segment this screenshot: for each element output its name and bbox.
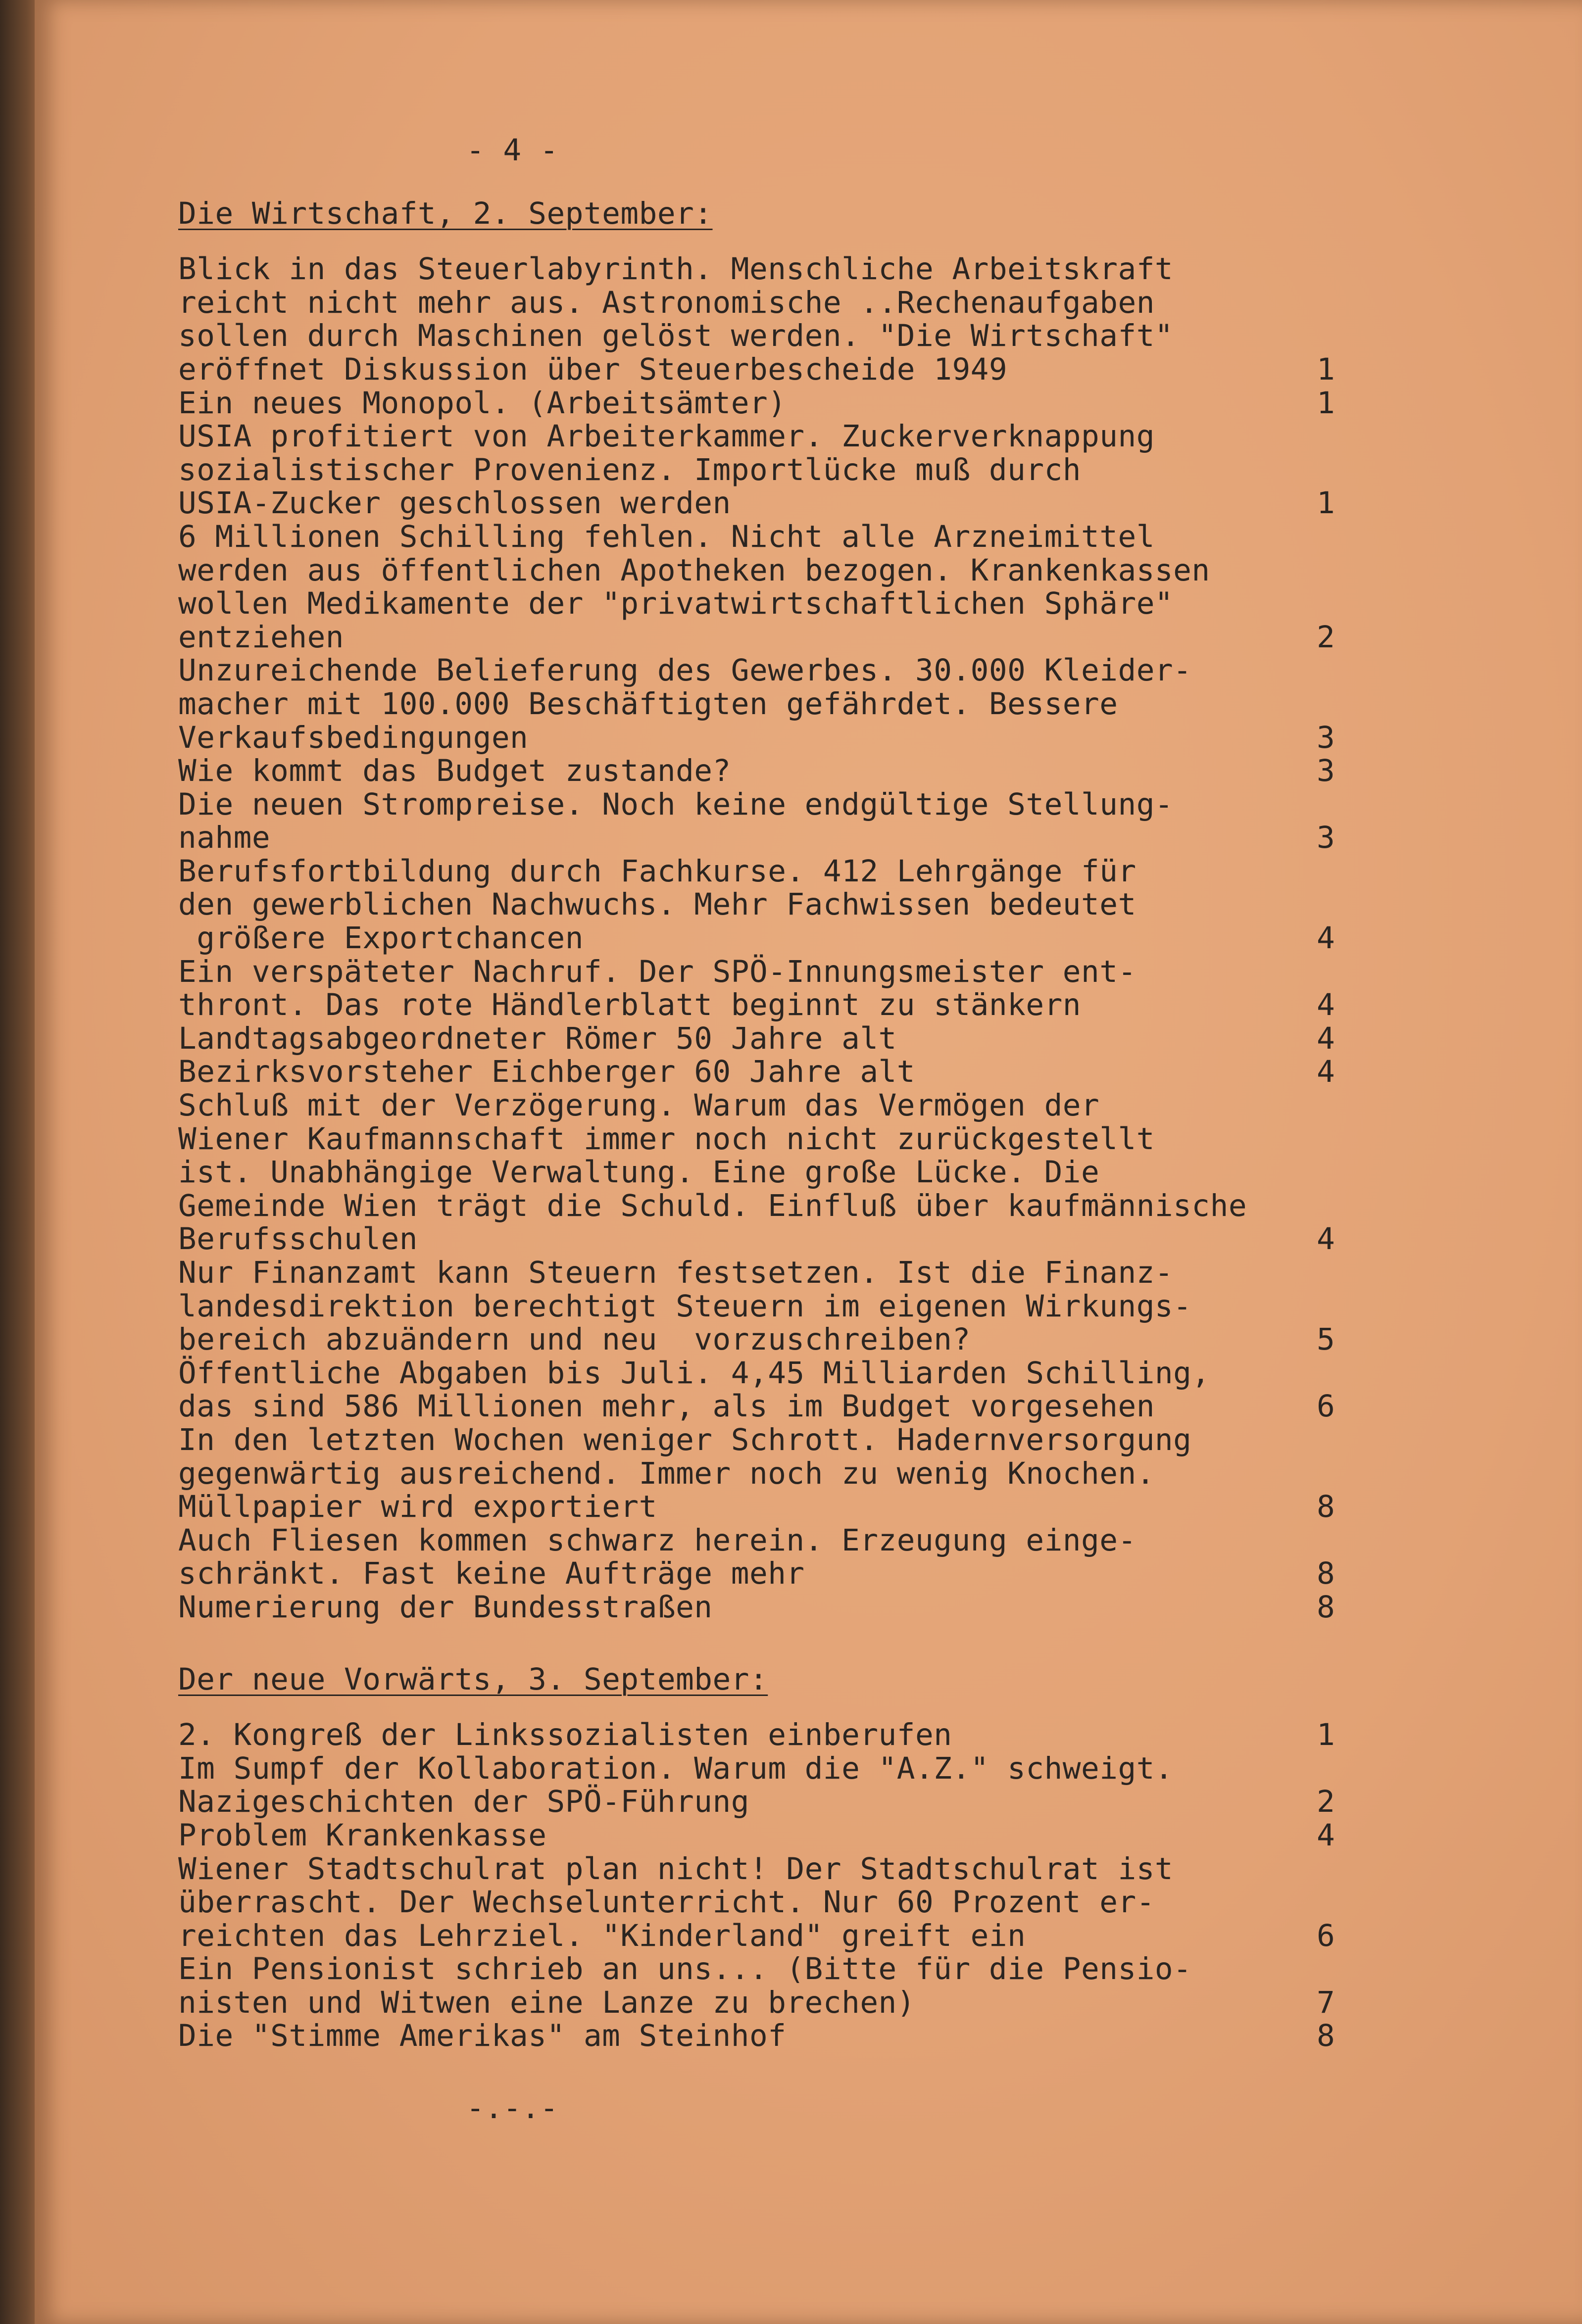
index-entry — [178, 1423, 1406, 1524]
entry-line: ist. Unabhängige Verwaltung. Eine große Lücke. Die — [178, 1155, 1100, 1190]
index-entry — [178, 1718, 1406, 1752]
entry-page-number: 6 — [1317, 1918, 1335, 1953]
entry-page-number: 4 — [1317, 920, 1335, 956]
entry-page-number: 3 — [1317, 720, 1335, 755]
entry-line: Im Sumpf der Kollaboration. Warum die "A.Z." schweigt. — [178, 1750, 1174, 1786]
entry-line: Numerierung der Bundesstraßen — [178, 1589, 713, 1625]
entry-page-number: 1 — [1317, 351, 1335, 387]
index-entry — [178, 420, 1406, 520]
entry-page-number: 1 — [1317, 385, 1335, 421]
entry-page-number: 4 — [1317, 1054, 1335, 1090]
entry-line: Bezirksvorsteher Eichberger 60 Jahre alt — [178, 1054, 916, 1090]
entry-line: Nazigeschichten der SPÖ-Führung — [178, 1784, 749, 1820]
entry-title — [178, 1752, 1317, 1819]
index-entry — [178, 1952, 1406, 2019]
entry-line: wollen Medikamente der "privatwirtschaftlichen Sphäre" — [178, 586, 1174, 622]
index-entry — [178, 387, 1406, 420]
entry-line: Problem Krankenkasse — [178, 1817, 547, 1853]
index-entry — [178, 2019, 1406, 2053]
index-entry — [178, 1524, 1406, 1591]
index-entry — [178, 1752, 1406, 1819]
index-entry — [178, 520, 1406, 654]
entry-title — [178, 1591, 1317, 1624]
entry-page-number: 7 — [1317, 1985, 1335, 2020]
entry-title — [178, 1423, 1317, 1524]
sections-container — [178, 197, 1406, 2053]
index-entry — [178, 1256, 1406, 1356]
entry-line: sozialistischer Provenienz. Importlücke muß durch — [178, 452, 1082, 487]
section-heading: Der neue Vorwärts, 3. September: — [178, 1661, 768, 1697]
entry-page-number: 2 — [1317, 1784, 1335, 1820]
entry-line: nahme — [178, 820, 271, 856]
entry-line: Unzureichende Belieferung des Gewerbes. 30.000 Kleider- — [178, 653, 1192, 688]
entry-line: Wiener Kaufmannschaft immer noch nicht zurückgestellt — [178, 1121, 1155, 1157]
entry-line: Ein Pensionist schrieb an uns... (Bitte für die Pensio- — [178, 1951, 1192, 1987]
entry-title — [178, 788, 1317, 855]
entry-page-number: 4 — [1317, 1020, 1335, 1056]
entry-line: USIA profitiert von Arbeiterkammer. Zuckerverknappung — [178, 419, 1155, 454]
entry-title — [178, 1089, 1317, 1256]
index-entry — [178, 1591, 1406, 1624]
entry-title — [178, 2019, 1317, 2053]
entry-page-number: 1 — [1317, 485, 1335, 521]
entry-title — [178, 654, 1317, 754]
typed-text — [178, 134, 1406, 2125]
section-heading: Die Wirtschaft, 2. September: — [178, 195, 713, 231]
index-entry — [178, 1356, 1406, 1423]
index-entry — [178, 1852, 1406, 1953]
entry-line: eröffnet Diskussion über Steuerbescheide 1949 — [178, 351, 1008, 387]
index-entry — [178, 788, 1406, 855]
entry-title — [178, 1718, 1317, 1752]
entry-line: Gemeinde Wien trägt die Schuld. Einfluß über kaufmännische — [178, 1188, 1247, 1223]
entry-page-number: 6 — [1317, 1389, 1335, 1424]
document-page — [35, 0, 1582, 2324]
entry-line: Schluß mit der Verzögerung. Warum das Vermögen der — [178, 1088, 1100, 1123]
entry-line: reichten das Lehrziel. "Kinderland" greift ein — [178, 1918, 1026, 1953]
index-entry — [178, 252, 1406, 386]
entry-line: Verkaufsbedingungen — [178, 720, 529, 755]
entry-line: das sind 586 Millionen mehr, als im Budget vorgesehen — [178, 1389, 1155, 1424]
entry-line: thront. Das rote Händlerblatt beginnt zu stänkern — [178, 987, 1082, 1023]
entry-line: entziehen — [178, 619, 345, 655]
index-entry — [178, 1819, 1406, 1852]
entry-page-number: 3 — [1317, 820, 1335, 856]
index-entry — [178, 1089, 1406, 1256]
entry-page-number: 8 — [1317, 1489, 1335, 1525]
entry-title — [178, 1356, 1317, 1423]
entry-line: landesdirektion berechtigt Steuern im eigenen Wirkungs- — [178, 1288, 1192, 1324]
entry-line: den gewerblichen Nachwuchs. Mehr Fachwissen bedeutet — [178, 887, 1137, 922]
entry-title — [178, 387, 1317, 420]
entry-line: In den letzten Wochen weniger Schrott. Hadernversorgung — [178, 1422, 1192, 1457]
entry-line: 6 Millionen Schilling fehlen. Nicht alle Arzneimittel — [178, 519, 1155, 554]
entry-line: Auch Fliesen kommen schwarz herein. Erzeugung einge- — [178, 1522, 1137, 1558]
entry-line: Nur Finanzamt kann Steuern festsetzen. Ist die Finanz- — [178, 1255, 1174, 1290]
entry-line: Berufsfortbildung durch Fachkurse. 412 Lehrgänge für — [178, 853, 1137, 889]
entry-page-number: 8 — [1317, 2018, 1335, 2054]
entry-title — [178, 1952, 1317, 2019]
index-entry — [178, 654, 1406, 754]
entry-title — [178, 1852, 1317, 1953]
entry-title — [178, 420, 1317, 520]
entry-line: Blick in das Steuerlabyrinth. Menschliche Arbeitskraft — [178, 251, 1174, 287]
entry-line: werden aus öffentlichen Apotheken bezogen. Krankenkassen — [178, 552, 1210, 588]
entry-line: nisten und Witwen eine Lanze zu brechen) — [178, 1985, 916, 2020]
entry-title — [178, 754, 1317, 788]
entry-page-number: 1 — [1317, 1717, 1335, 1753]
section — [178, 197, 1406, 1624]
entry-line: schränkt. Fast keine Aufträge mehr — [178, 1556, 805, 1592]
entry-line: überrascht. Der Wechselunterricht. Nur 60 Prozent er- — [178, 1885, 1155, 1920]
entry-line: Öffentliche Abgaben bis Juli. 4,45 Milliarden Schilling, — [178, 1355, 1210, 1391]
entry-title — [178, 1524, 1317, 1591]
index-entry — [178, 1055, 1406, 1089]
entry-title — [178, 955, 1317, 1022]
entry-title — [178, 1055, 1317, 1089]
entry-title — [178, 1819, 1317, 1852]
entry-page-number: 2 — [1317, 619, 1335, 655]
entry-line: Müllpapier wird exportiert — [178, 1489, 657, 1525]
entry-line: Berufsschulen — [178, 1221, 418, 1257]
entry-page-number: 4 — [1317, 987, 1335, 1023]
entry-line: Wie kommt das Budget zustande? — [178, 753, 731, 789]
entry-line: sollen durch Maschinen gelöst werden. "Die Wirtschaft" — [178, 318, 1174, 354]
entry-line: USIA-Zucker geschlossen werden — [178, 485, 731, 521]
entry-title — [178, 855, 1317, 955]
entry-line: Landtagsabgeordneter Römer 50 Jahre alt — [178, 1020, 897, 1056]
entry-page-number: 5 — [1317, 1322, 1335, 1357]
entry-line: Ein verspäteter Nachruf. Der SPÖ-Innungsmeister ent- — [178, 954, 1137, 989]
entry-line: Wiener Stadtschulrat plan nicht! Der Stadtschulrat ist — [178, 1851, 1174, 1887]
index-entry — [178, 754, 1406, 788]
entry-line: größere Exportchancen — [178, 920, 584, 956]
index-entry — [178, 955, 1406, 1022]
entry-line: Die "Stimme Amerikas" am Steinhof — [178, 2018, 787, 2054]
section — [178, 1663, 1406, 2053]
entry-line: bereich abzuändern und neu vorzuschreiben? — [178, 1322, 971, 1357]
entry-page-number: 8 — [1317, 1556, 1335, 1592]
entry-page-number: 4 — [1317, 1817, 1335, 1853]
entry-line: gegenwärtig ausreichend. Immer noch zu wenig Knochen. — [178, 1455, 1155, 1491]
end-mark: -.-.- — [466, 2090, 559, 2126]
page-number: - 4 - — [466, 133, 559, 168]
entry-title — [178, 1022, 1317, 1056]
index-entry — [178, 855, 1406, 955]
entry-title — [178, 520, 1317, 654]
index-entry — [178, 1022, 1406, 1056]
entry-page-number: 3 — [1317, 753, 1335, 789]
entry-title — [178, 252, 1317, 386]
entry-line: Ein neues Monopol. (Arbeitsämter) — [178, 385, 787, 421]
entry-line: reicht nicht mehr aus. Astronomische ..Rechenaufgaben — [178, 285, 1155, 320]
entry-page-number: 8 — [1317, 1589, 1335, 1625]
entry-title — [178, 1256, 1317, 1356]
entry-line: macher mit 100.000 Beschäftigten gefährdet. Bessere — [178, 686, 1118, 722]
entry-line: Die neuen Strompreise. Noch keine endgültige Stellung- — [178, 786, 1174, 822]
entry-page-number: 4 — [1317, 1221, 1335, 1257]
entry-line: 2. Kongreß der Linkssozialisten einberufen — [178, 1717, 952, 1753]
